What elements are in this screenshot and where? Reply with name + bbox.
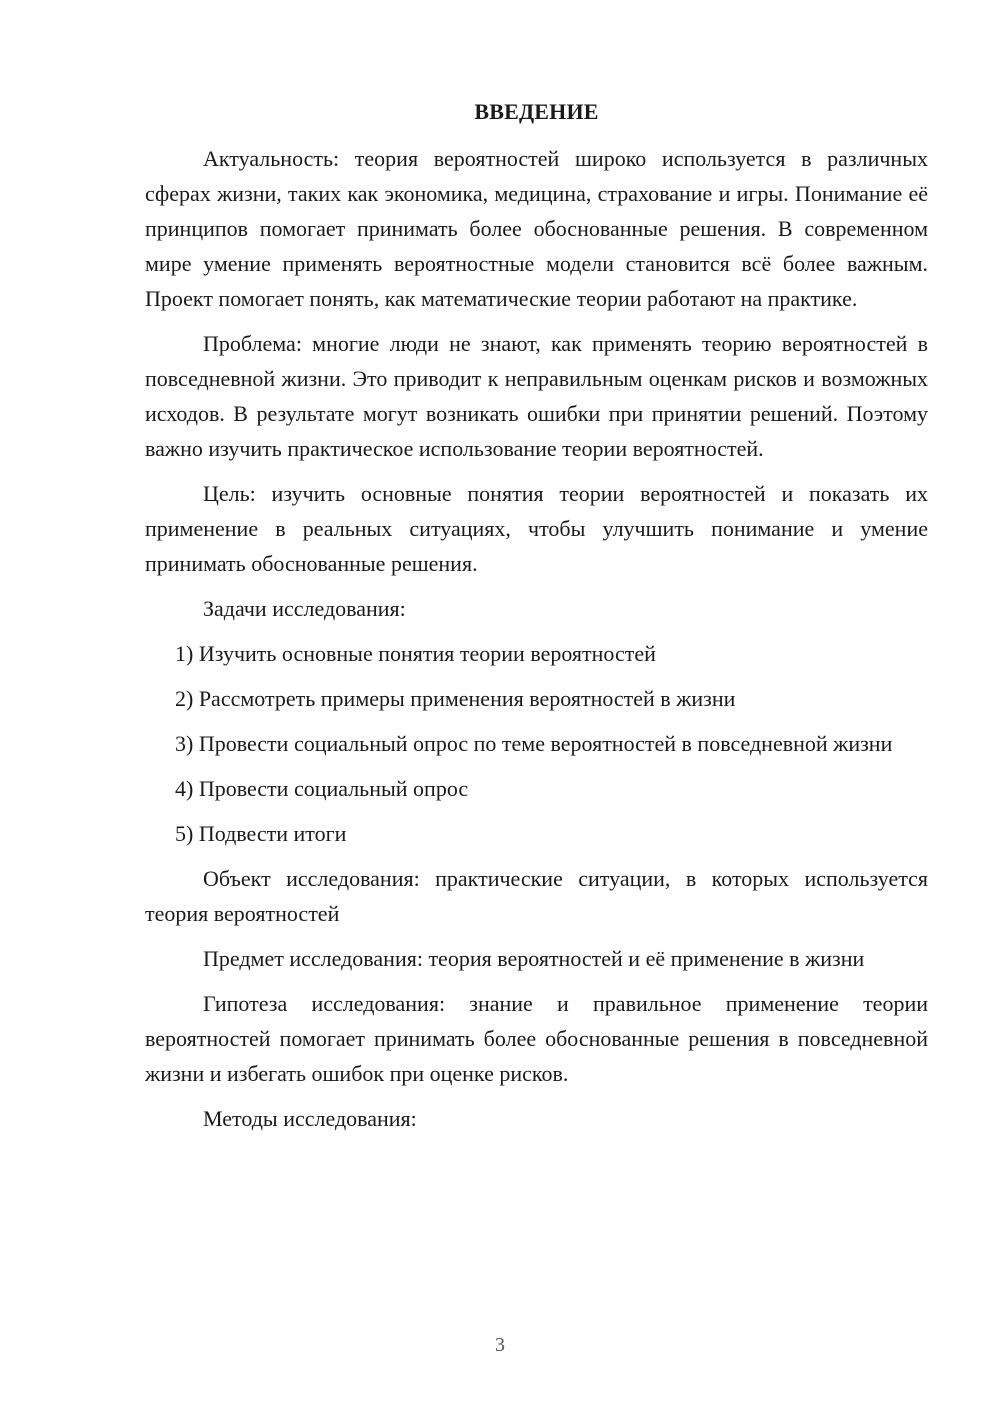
goal-paragraph: Цель: изучить основные понятия теории вероятностей и показать их применение в реальных ситуациях, чтобы улучшить понимание и умение принимать обоснованные решения.	[145, 481, 928, 576]
methods-paragraph: Методы исследования:	[203, 1106, 417, 1131]
task-item: 1) Изучить основные понятия теории вероятностей	[175, 641, 656, 666]
task-item: 5) Подвести итоги	[175, 821, 347, 846]
task-item: 2) Рассмотреть примеры применения вероятностей в жизни	[175, 686, 736, 711]
relevance-paragraph: Актуальность: теория вероятностей широко используется в различных сферах жизни, таких как экономика, медицина, страхование и игры. Понимание её принципов помогает принимать более обоснованные решения. В современном мире умение применять вероятностные модели становится всё более важным. Проект помогает понять, как математические теории работают на практике.	[145, 146, 928, 311]
hypothesis-paragraph: Гипотеза исследования: знание и правильное применение теории вероятностей помогает принимать более обоснованные решения в повседневной жизни и избегать ошибок при оценке рисков.	[145, 991, 928, 1086]
problem-paragraph: Проблема: многие люди не знают, как применять теорию вероятностей в повседневной жизни. Это приводит к неправильным оценкам рисков и возможных исходов. В результате могут возникать ошибки при принятии решений. Поэтому важно изучить практическое использование теории вероятностей.	[145, 331, 928, 461]
tasks-title: Задачи исследования:	[203, 596, 406, 621]
section-heading: ВВЕДЕНИЕ	[474, 99, 599, 124]
task-item: 3) Провести социальный опрос по теме вероятностей в повседневной жизни	[175, 731, 893, 756]
page-number: 3	[495, 1334, 505, 1356]
subject-paragraph: Предмет исследования: теория вероятностей и её применение в жизни	[203, 946, 865, 971]
task-item: 4) Провести социальный опрос	[175, 776, 469, 801]
page-content	[145, 94, 928, 1146]
object-paragraph: Объект исследования: практические ситуации, в которых используется теория вероятностей	[145, 866, 928, 926]
